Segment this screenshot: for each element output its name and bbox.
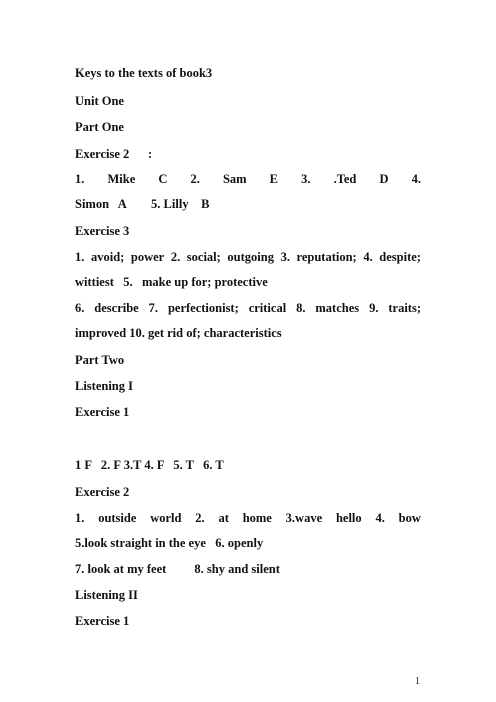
answer-token: E [269,172,278,186]
exercise-2-answers-line-2: Simon A 5. Lilly B [75,197,210,211]
answer-token: 3. [280,250,290,264]
answer-token: perfectionist; [167,301,239,315]
exercise-2-listening-line-3: 7. look at my feet 8. shy and silent [75,562,280,576]
exercise-2-answers-line-1 [75,171,421,187]
answer-token: 3. [301,172,311,186]
answer-token: D [379,172,389,186]
answer-token: 4. [363,250,373,264]
answer-token: 2. [195,511,205,525]
exercise-2-listening-heading: Exercise 2 [75,485,130,499]
answer-token: 7. [148,301,159,315]
answer-token: despite; [379,250,421,264]
exercise-3-answers-line-1 [75,249,421,265]
exercise-3-answers-line-4: improved 10. get rid of; characteristics [75,326,282,340]
unit-heading: Unit One [75,94,124,108]
exercise-1-answers: 1 F 2. F 3.T 4. F 5. T 6. T [75,458,224,472]
answer-token: social; [186,250,221,264]
answer-token: home [242,511,272,525]
document-title: Keys to the texts of book3 [75,66,213,80]
answer-token: avoid; [90,250,125,264]
answer-token: 6. [75,301,85,315]
answer-token: power [130,250,165,264]
answer-token: C [158,172,168,186]
answer-token: Mike [107,172,136,186]
part-one-heading: Part One [75,120,124,134]
exercise-1-listening-2-heading: Exercise 1 [75,614,130,628]
answer-token: .Ted [333,172,357,186]
answer-token: outgoing [227,250,274,264]
answer-token: 1. [75,172,85,186]
exercise-1-heading: Exercise 1 [75,405,130,419]
listening-2-heading: Listening II [75,588,138,602]
answer-token: traits; [388,301,421,315]
answer-token: hello [335,511,362,525]
answer-token: 1. [75,250,85,264]
part-two-heading: Part Two [75,353,125,367]
answer-token: 2. [170,250,181,264]
answer-token: at [218,511,229,525]
answer-token: 9. [369,301,379,315]
answer-token: Sam [222,172,247,186]
exercise-3-answers-line-2: wittiest 5. make up for; protective [75,275,268,289]
answer-token: 3.wave [285,511,323,525]
exercise-3-answers-line-3 [75,300,421,316]
answer-token: critical [248,301,287,315]
exercise-2-listening-line-1 [75,510,421,526]
exercise-3-heading: Exercise 3 [75,224,130,238]
page-number: 1 [415,676,420,687]
answer-token: 4. [411,172,421,186]
answer-token: world [150,511,182,525]
answer-token: matches [315,301,360,315]
answer-token: reputation; [296,250,357,264]
listening-1-heading: Listening I [75,379,134,393]
answer-token: 2. [190,172,200,186]
answer-token: 8. [296,301,306,315]
exercise-2-listening-line-2: 5.look straight in the eye 6. openly [75,536,264,550]
answer-token: bow [398,511,421,525]
exercise-2-heading: Exercise 2 : [75,147,153,161]
answer-token: describe [94,301,139,315]
answer-token: 4. [375,511,385,525]
answer-token: 1. [75,511,85,525]
answer-token: outside [98,511,137,525]
